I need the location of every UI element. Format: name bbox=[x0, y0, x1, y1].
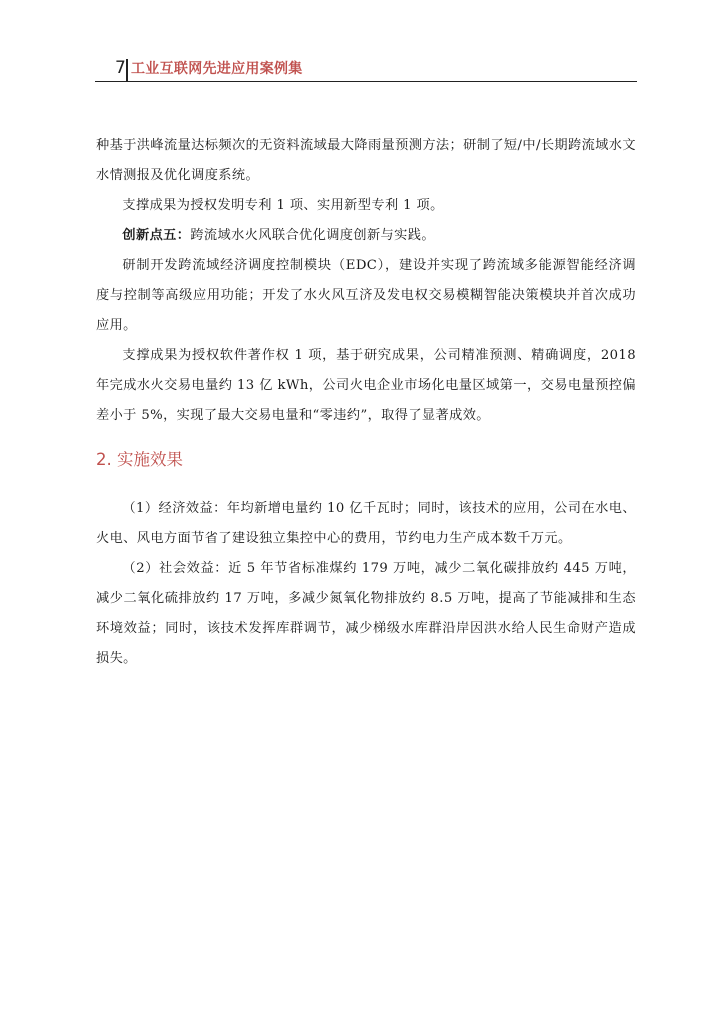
paragraph-patent-results: 支撑成果为授权发明专利 1 项、实用新型专利 1 项。 bbox=[122, 198, 444, 213]
innovation-point-five bbox=[96, 221, 636, 251]
page-number: 7 bbox=[115, 58, 126, 78]
innovation-text: 跨流域水火风联合优化调度创新与实践。 bbox=[190, 228, 435, 243]
section-heading-implementation-effects: 2. 实施效果 bbox=[96, 450, 183, 469]
paragraph-edc: 研制开发跨流域经济调度控制模块（EDC），建设并实现了跨流域多能源智能经济调度与控制等高级应用功能；开发了水火风互济及发电权交易模糊智能决策模块并首次成功应用。 bbox=[96, 258, 636, 333]
paragraph-continuation: 种基于洪峰流量达标频次的无资料流域最大降雨量预测方法；研制了短/中/长期跨流域水文水情测报及优化调度系统。 bbox=[96, 138, 636, 183]
header-divider bbox=[126, 59, 128, 81]
paragraph-social-benefits: （2）社会效益：近 5 年节省标准煤约 179 万吨，减少二氧化碳排放约 445 万吨，减少二氧化硫排放约 17 万吨，多减少氮氧化物排放约 8.5 万吨，提高了节能减排和生态环境效益；同时，该技术发挥库群调节，减少梯级水库群沿岸因洪水给人民生命财产造成损失。 bbox=[96, 561, 636, 666]
paragraph-economic-benefits: （1）经济效益：年均新增电量约 10 亿千瓦时；同时，该技术的应用，公司在水电、火电、风电方面节省了建设独立集控中心的费用，节约电力生产成本数千万元。 bbox=[96, 501, 636, 546]
header-title: 工业互联网先进应用案例集 bbox=[131, 61, 303, 77]
document-body bbox=[96, 131, 636, 674]
paragraph-software-results: 支撑成果为授权软件著作权 1 项，基于研究成果，公司精准预测、精确调度，2018 年完成水火交易电量约 13 亿 kWh，公司火电企业市场化电量区域第一，交易电量预控偏差小于 5%，实现了最大交易电量和“零违约”，取得了显著成效。 bbox=[96, 348, 636, 423]
innovation-label: 创新点五： bbox=[122, 228, 191, 243]
page-header bbox=[95, 56, 637, 82]
